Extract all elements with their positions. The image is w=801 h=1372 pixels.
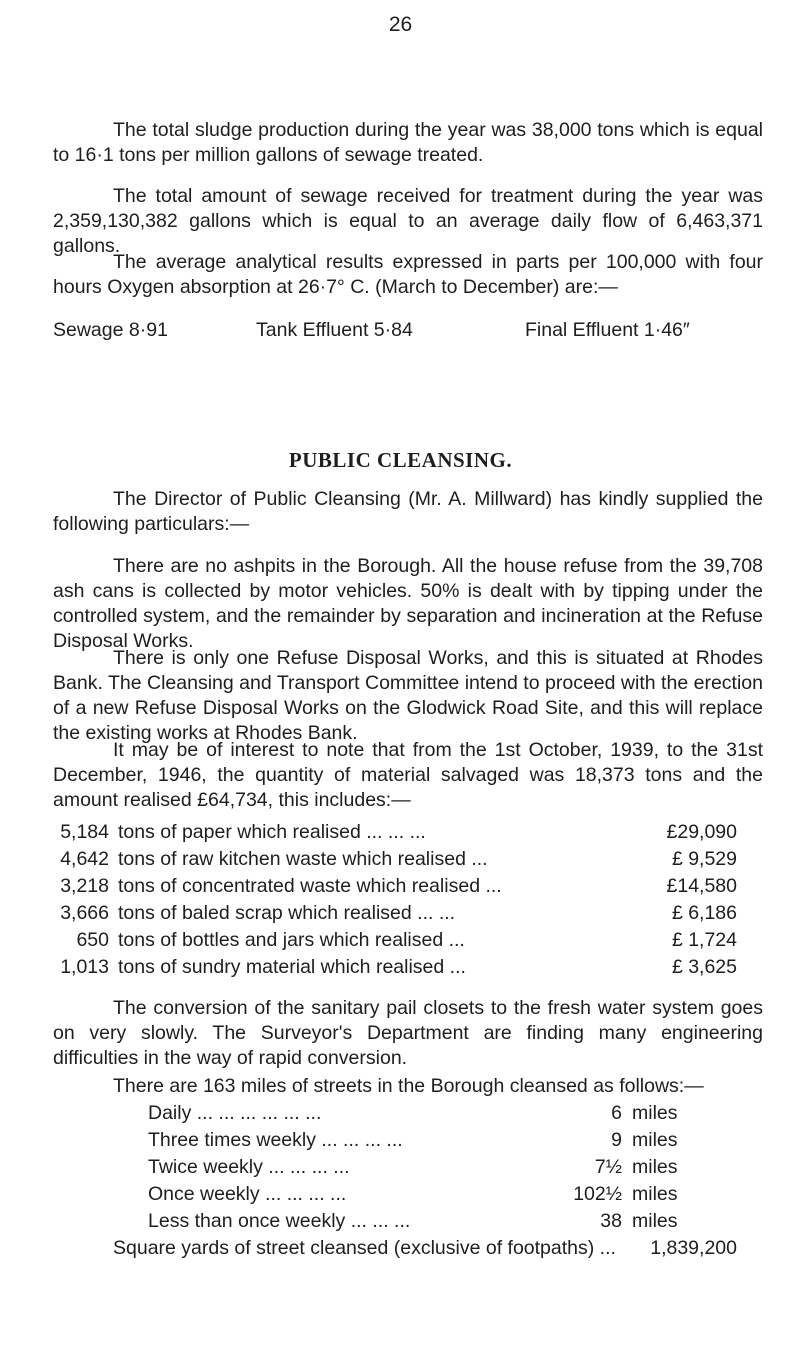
salvage-amount: £ 9,529	[671, 848, 737, 870]
street-frequency-label: Twice weekly ... ... ... ...	[148, 1156, 350, 1178]
salvage-amount: £ 1,724	[671, 929, 737, 951]
street-frequency-label: Daily ... ... ... ... ... ...	[148, 1102, 322, 1124]
ashpits-paragraph: There are no ashpits in the Borough. All the house refuse from the 39,708 ash cans is collected by motor vehicles. 50% is dealt with by tipping under the controlled system, and the remainder by separation and incineration at the Refuse Disposal Works.	[53, 555, 763, 652]
conversion-paragraph: The conversion of the sanitary pail closets to the fresh water system goes on very slowly. The Surveyor's Department are finding many engineering difficulties in the way of rapid conversion.	[53, 997, 763, 1069]
street-miles-value: 38	[600, 1210, 622, 1232]
salvage-amount: £ 6,186	[671, 902, 737, 924]
salvage-desc: tons of paper which realised ... ... ...	[118, 821, 426, 843]
sludge-paragraph: The total sludge production during the year was 38,000 tons which is equal to 16·1 tons per million gallons of sewage treated.	[53, 119, 763, 166]
public-cleansing-heading: PUBLIC CLEANSING.	[288, 448, 513, 472]
street-miles-value: 102½	[573, 1183, 622, 1205]
salvage-desc: tons of sundry material which realised ...	[118, 956, 466, 978]
salvage-qty: 5,184	[60, 821, 109, 843]
result-tank-effluent: Tank Effluent 5·84	[256, 319, 413, 341]
salvage-desc: tons of raw kitchen waste which realised ...	[118, 848, 488, 870]
salvage-paragraph: It may be of interest to note that from the 1st October, 1939, to the 31st December, 1946, the quantity of material salvaged was 18,373 tons and the amount realised £64,734, this includes:—	[53, 739, 763, 811]
salvage-desc: tons of bottles and jars which realised ...	[118, 929, 465, 951]
street-miles-unit: miles	[632, 1183, 678, 1205]
salvage-desc: tons of concentrated waste which realised ...	[118, 875, 502, 897]
salvage-qty: 1,013	[60, 956, 109, 978]
works-paragraph: There is only one Refuse Disposal Works, and this is situated at Rhodes Bank. The Cleansing and Transport Committee intend to proceed with the erection of a new Refuse Disposal Works on the Glodwick Road Site, and this will replace the existing works at Rhodes Bank.	[53, 647, 763, 744]
street-miles-unit: miles	[632, 1156, 678, 1178]
street-frequency-label: Once weekly ... ... ... ...	[148, 1183, 347, 1205]
salvage-amount: £14,580	[666, 875, 737, 897]
street-frequency-label: Less than once weekly ... ... ...	[148, 1210, 411, 1232]
page-number: 26	[388, 13, 413, 36]
analytical-paragraph: The average analytical results expressed in parts per 100,000 with four hours Oxygen absorption at 26·7° C. (March to December) are:—	[53, 251, 763, 298]
streets-intro: There are 163 miles of streets in the Borough cleansed as follows:—	[113, 1075, 704, 1097]
street-miles-unit: miles	[632, 1210, 678, 1232]
square-yards-label: Square yards of street cleansed (exclusive of footpaths) ...	[113, 1237, 616, 1259]
salvage-qty: 650	[76, 929, 109, 951]
sewage-paragraph: The total amount of sewage received for treatment during the year was 2,359,130,382 gallons which is equal to an average daily flow of 6,463,371 gallons.	[53, 185, 763, 257]
director-paragraph: The Director of Public Cleansing (Mr. A. Millward) has kindly supplied the following particulars:—	[53, 488, 763, 535]
result-sewage: Sewage 8·91	[53, 319, 168, 341]
salvage-amount: £29,090	[666, 821, 737, 843]
street-miles-unit: miles	[632, 1129, 678, 1151]
street-miles-value: 6	[611, 1102, 622, 1124]
salvage-qty: 3,666	[60, 902, 109, 924]
salvage-amount: £ 3,625	[671, 956, 737, 978]
square-yards-value: 1,839,200	[650, 1237, 737, 1259]
salvage-desc: tons of baled scrap which realised ... ...	[118, 902, 456, 924]
street-miles-value: 7½	[594, 1156, 622, 1178]
street-miles-value: 9	[611, 1129, 622, 1151]
result-final-effluent: Final Effluent 1·46″	[525, 319, 690, 341]
salvage-qty: 3,218	[60, 875, 109, 897]
salvage-qty: 4,642	[60, 848, 109, 870]
street-miles-unit: miles	[632, 1102, 678, 1124]
street-frequency-label: Three times weekly ... ... ... ...	[148, 1129, 403, 1151]
